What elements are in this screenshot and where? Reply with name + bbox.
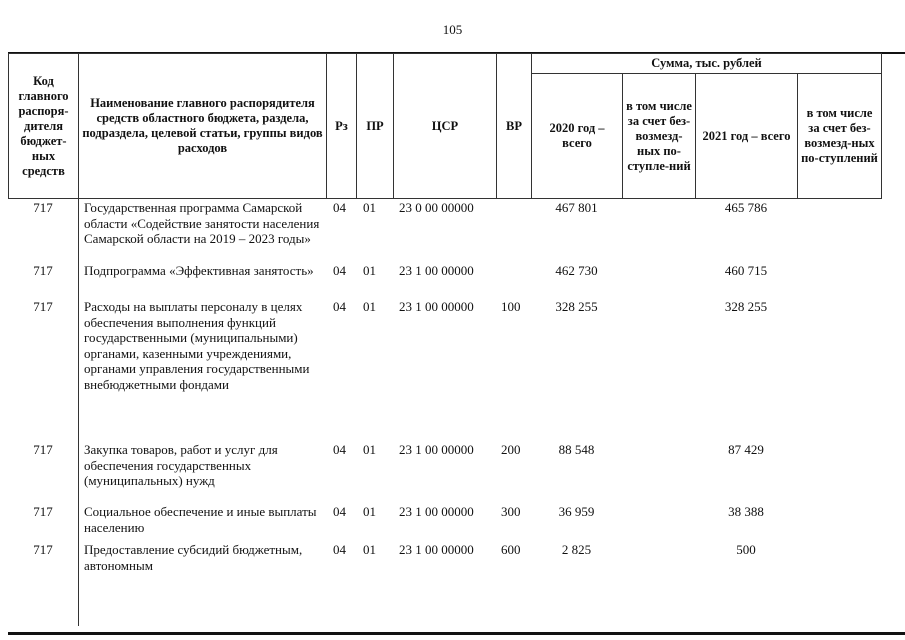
row-rz: 04 (333, 299, 346, 314)
row-2020-total: 462 730 (555, 263, 598, 278)
row-2021-total: 465 786 (724, 200, 768, 215)
table-row (8, 200, 881, 263)
header-2021-grants: в том числе за счет без-возмезд-ных по-ступлений (798, 74, 882, 199)
row-vr (496, 200, 531, 263)
table-row (8, 263, 881, 299)
header-code: Код главного распоря-дителя бюджет-ных средств (9, 54, 79, 199)
table-header (8, 53, 882, 199)
row-2020-grants (622, 442, 695, 504)
row-vr: 100 (501, 299, 521, 314)
row-pr: 01 (363, 299, 376, 314)
row-name: Закупка товаров, работ и услуг для обеспечения государственных (муниципальных) нужд (84, 442, 278, 488)
row-name: Расходы на выплаты персоналу в целях обеспечения выполнения функций государственными (муниципальными) органами, казенными учреждениями, органами управления государственными внебюджетными фондами (84, 299, 310, 392)
header-2021-total: 2021 год – всего (696, 74, 798, 199)
row-code: 717 (33, 504, 53, 519)
row-name: Подпрограмма «Эффективная занятость» (84, 263, 314, 278)
row-rz: 04 (333, 504, 346, 519)
row-2021-total: 460 715 (724, 263, 768, 278)
row-pr: 01 (363, 504, 376, 519)
row-vr: 200 (501, 442, 521, 457)
row-2021-total: 38 388 (728, 504, 764, 519)
row-pr: 01 (363, 542, 376, 557)
row-2020-grants (622, 263, 695, 299)
table-row (8, 542, 881, 582)
header-2020-grants: в том числе за счет без-возмезд-ных по-ступле-ний (623, 74, 696, 199)
row-2021-grants (797, 263, 881, 299)
row-code: 717 (33, 200, 53, 215)
row-csr: 23 1 00 00000 (399, 263, 474, 278)
table-row (8, 504, 881, 542)
row-pr: 01 (363, 442, 376, 457)
row-rz: 04 (333, 263, 346, 278)
row-code: 717 (33, 542, 53, 557)
row-code: 717 (33, 299, 53, 314)
row-name: Предоставление субсидий бюджетным, автономным (84, 542, 303, 573)
row-code: 717 (33, 442, 53, 457)
row-2020-grants (622, 200, 695, 263)
row-2020-total: 36 959 (558, 504, 595, 519)
row-pr: 01 (363, 263, 376, 278)
row-vr: 300 (501, 504, 521, 519)
table-row (8, 442, 881, 504)
header-2020-total: 2020 год – всего (532, 74, 623, 199)
row-2020-total: 88 548 (558, 442, 595, 457)
row-2020-grants (622, 504, 695, 542)
row-2021-grants (797, 504, 881, 542)
header-vr: ВР (497, 54, 532, 199)
row-2021-grants (797, 299, 881, 442)
row-name: Социальное обеспечение и иные выплаты населению (84, 504, 317, 535)
row-pr: 01 (363, 200, 376, 215)
row-rz: 04 (333, 542, 346, 557)
row-csr: 23 1 00 00000 (399, 504, 474, 519)
row-name: Государственная программа Самарской области «Содействие занятости населения Самарской области на 2019 – 2023 годы» (84, 200, 320, 246)
row-2020-grants (622, 542, 695, 582)
row-2020-grants (622, 299, 695, 442)
row-2021-total: 87 429 (728, 442, 764, 457)
row-rz: 04 (333, 442, 346, 457)
row-code: 717 (33, 263, 53, 278)
row-csr: 23 1 00 00000 (399, 442, 474, 457)
header-rz: Рз (327, 54, 357, 199)
row-csr: 23 1 00 00000 (399, 299, 474, 314)
row-2021-total: 328 255 (724, 299, 768, 314)
row-vr: 600 (501, 542, 521, 557)
table-body (8, 200, 881, 582)
row-2020-total: 2 825 (561, 542, 592, 557)
header-name: Наименование главного распорядителя средств областного бюджета, раздела, подраздела, целевой статьи, группы видов расходов (79, 54, 327, 199)
bottom-rule (8, 632, 905, 635)
row-rz: 04 (333, 200, 346, 215)
row-2020-total: 328 255 (555, 299, 598, 314)
header-pr: ПР (357, 54, 394, 199)
table-row (8, 299, 881, 442)
row-2020-total: 467 801 (555, 200, 598, 215)
row-csr: 23 1 00 00000 (399, 542, 474, 557)
row-2021-total: 500 (736, 542, 756, 557)
row-2021-grants (797, 200, 881, 263)
header-sum-title: Сумма, тыс. рублей (532, 54, 882, 74)
page-number: 105 (442, 22, 463, 37)
row-vr (496, 263, 531, 299)
row-2021-grants (797, 542, 881, 582)
row-2021-grants (797, 442, 881, 504)
row-csr: 23 0 00 00000 (399, 200, 474, 215)
header-csr: ЦСР (394, 54, 497, 199)
